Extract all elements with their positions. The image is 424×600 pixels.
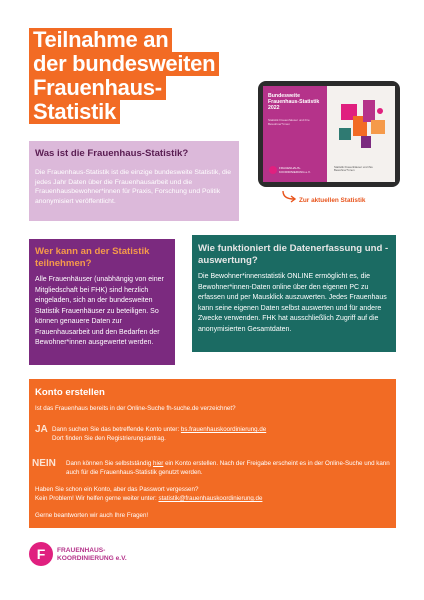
report-tablet-image[interactable] (258, 81, 400, 187)
logo-text-line-1: FRAUENHAUS- (57, 547, 106, 554)
who-can-participate-box (29, 239, 175, 365)
tablet-report-title: Bundesweite Frauenhaus-Statistik 2022 (268, 93, 320, 111)
what-is-heading: Was ist die Frauenhaus-Statistik? (35, 148, 189, 159)
password-help-text (35, 485, 390, 503)
create-account-heading: Konto erstellen (35, 387, 105, 398)
create-account-box (29, 379, 396, 528)
who-can-participate-heading: Wer kann an der Statistik teilnehmen? (35, 246, 150, 269)
title-line-2: der bundesweiten (29, 52, 219, 76)
what-is-text: Die Frauenhaus-Statistik ist die einzige bundesweite Statistik, die jedes Jahr Daten über die Frauenhausarbeit und die Frauenhausbewohner*innen für Praxis, Forschung und Politik anonymisiert veröffentlicht. (35, 169, 232, 205)
current-statistics-link[interactable]: Zur aktuellen Statistik (299, 197, 366, 204)
what-is-box (29, 141, 239, 221)
logo-text-line-2: KOORDINIERUNG e.V. (57, 555, 127, 563)
curved-arrow-icon (281, 190, 299, 204)
title-line-4: Statistik (29, 100, 120, 124)
fhk-logo-icon (29, 542, 53, 566)
how-it-works-box (192, 235, 396, 352)
tablet-logo-icon (269, 166, 277, 174)
no-text-part-1: Dann können Sie selbstständig (66, 460, 154, 467)
yes-text-part-2: Dort finden Sie den Registrierungsantrag. (52, 435, 166, 442)
yes-text (52, 425, 382, 443)
tablet-footer-text: Statistik Frauenhäuser und ihre Bewohner*innen (334, 165, 373, 173)
tablet-logo-text: FRAUENHAUS-KOORDINIERUNG e.V. (279, 166, 311, 174)
account-question: Ist das Frauenhaus bereits in der Online-Suche fh-suche.de verzeichnet? (35, 405, 236, 412)
fhk-logo-text (57, 547, 127, 564)
no-text-part-2: ein Konto erstellen. Nach der Freigabe erscheint es in der Online-Suche und kann auch für die Frauenhaus-Statistik genutzt werden. (66, 460, 390, 476)
tablet-report-subtitle: Statistik Frauenhäuser und ihre Bewohner*innen (268, 118, 310, 126)
registration-site-link[interactable]: bs.frauenhauskoordinierung.de (180, 426, 267, 433)
yes-label: JA (35, 424, 48, 435)
questions-welcome-text: Gerne beantworten wir auch Ihre Fragen! (35, 512, 149, 519)
no-label: NEIN (32, 458, 56, 469)
yes-text-part-1: Dann suchen Sie das betreffende Konto unter: (52, 426, 181, 433)
help-text-part-1: Haben Sie schon ein Konto, aber das Passwort vergessen? (35, 486, 199, 493)
how-it-works-text: Die Bewohner*innenstatistik ONLINE ermöglicht es, die Bewohner*innen-Daten online über den eigenen PC zu erfassen und per Mausklick auszuwerten. Jedes Frauenhaus kann seine eigenen Daten selbst auswerten und für andere Zwecke verwenden. FHK hat ausschließlich Zugriff auf die anonymisierten Gesamtdaten. (198, 273, 387, 333)
help-text-part-2: Kein Problem! Wir helfen gerne weiter unter: (35, 495, 159, 502)
fhk-logo-mark: F (36, 546, 46, 562)
tablet-screen (263, 86, 395, 182)
how-it-works-heading: Wie funktioniert die Datenerfassung und -auswertung? (198, 243, 389, 266)
statistics-email-link[interactable]: statistik@frauenhauskoordinierung.de (158, 495, 263, 502)
no-text (66, 459, 390, 477)
who-can-participate-text: Alle Frauenhäuser (unabhängig von einer Mitgliedschaft bei FHK) sind herzlich eingeladen, sich an der bundesweiten Statistik Frauenhäuser zu beteiligen. So können genauere Daten zur Frauenhausarbeit und den Bedarfen der Bewohner*innen ausgewertet werden. (35, 276, 164, 346)
title-line-3: Frauenhaus- (29, 76, 166, 100)
title-line-1: Teilnahme an (29, 28, 172, 52)
create-account-here-link[interactable]: hier (153, 460, 164, 467)
